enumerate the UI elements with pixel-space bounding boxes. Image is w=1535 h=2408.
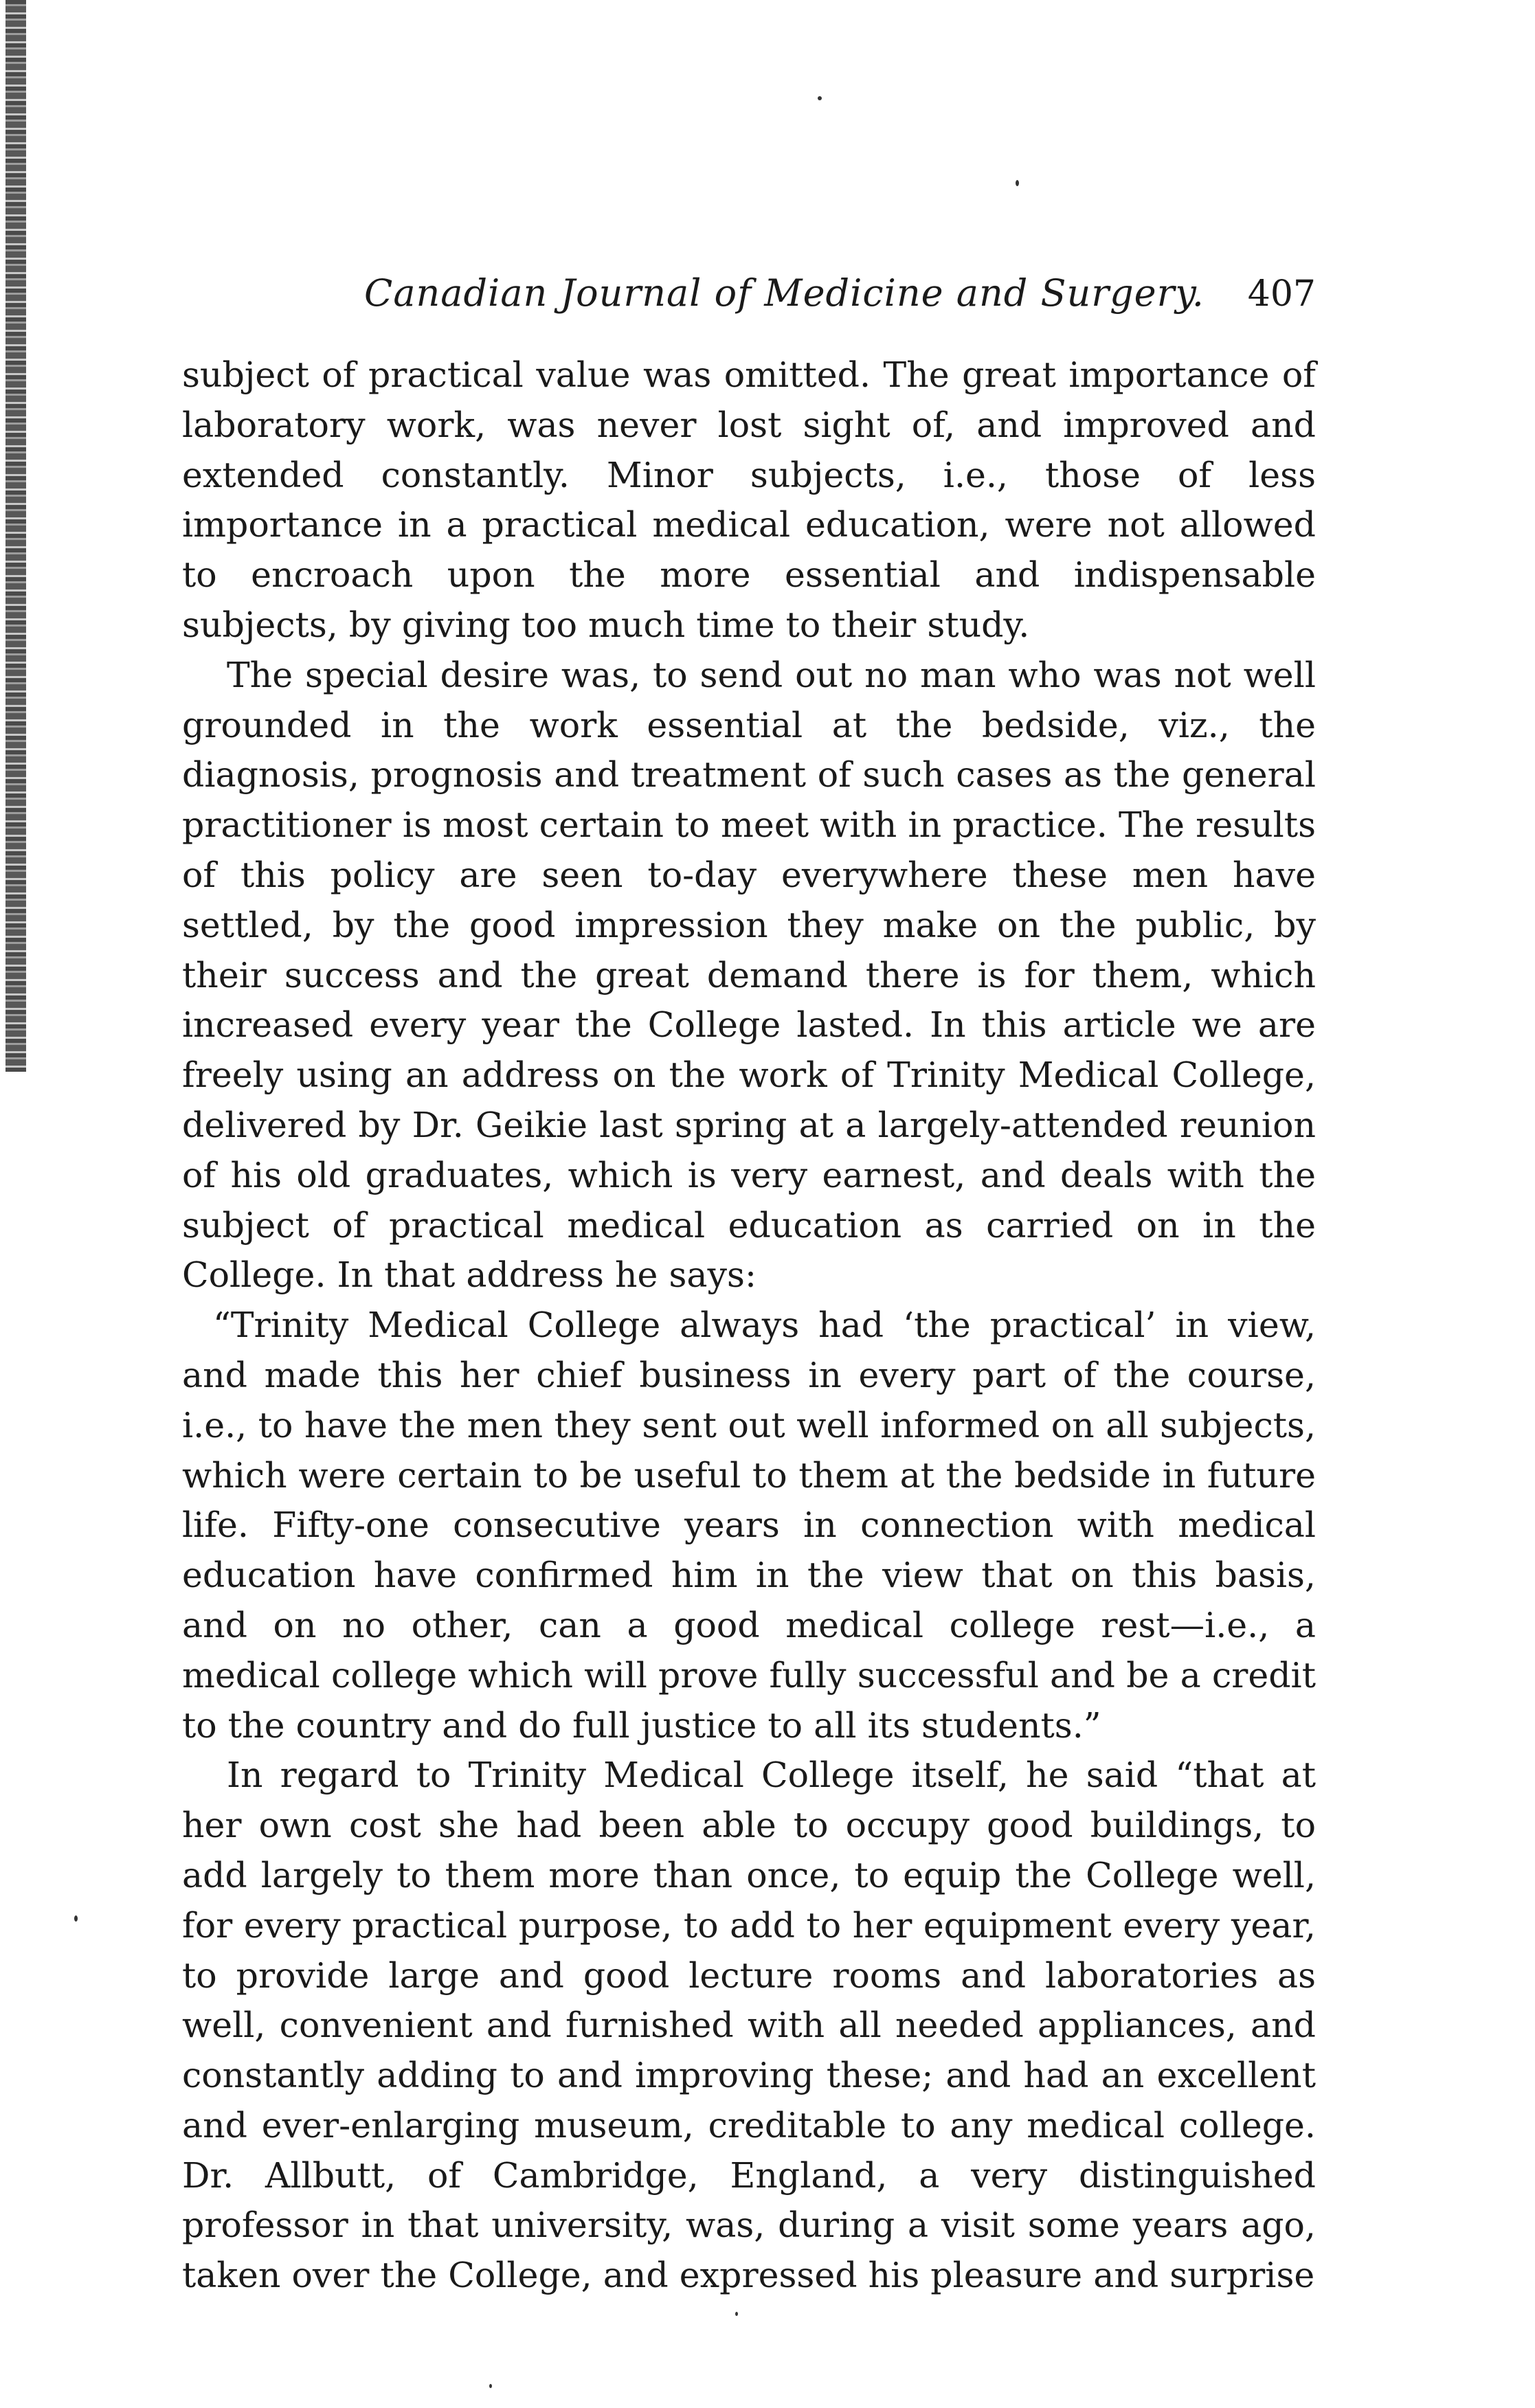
binding-edge (5, 0, 26, 1072)
scan-speck (489, 2384, 492, 2388)
scan-speck (818, 96, 822, 100)
scan-speck (1016, 180, 1019, 186)
paragraph-continued: subject of practical value was omitted. The great importance of laboratory work, was never lost sight of, and improved and extended constantly. Minor subjects, i.e., those of less importance in a practical medical education, were not allowed to encroach upon the more essential and indispensable subjects, by giving too much time to their study. (182, 355, 1316, 645)
paragraph-trinity-college: In regard to Trinity Medical College itself, he said “that at her own cost she had been able to occupy good buildings, to add largely to them more than once, to equip the College well, for every practical purpose, to add to her equipment every year, to provide large and good lecture rooms and laboratories as well, convenient and furnished with all needed appliances, and constantly adding to and improving these; and had an excellent and ever-enlarging museum, creditable to any medical college. Dr. Allbutt, of Cambridge, England, a very distinguished professor in that university, was, during a visit some years ago, taken over the College, and expressed his pleasure and surprise (182, 1755, 1316, 2296)
paragraph-quotation: “Trinity Medical College always had ‘the practical’ in view, and made this her chief business in every part of the course, i.e., to have the men they sent out well informed on all subjects, which were certain to be useful to them at the bedside in future life. Fifty-one consecutive years in connection with medical education have confirmed him in the view that on this basis, and on no other, can a good medical college rest—i.e., a medical college which will prove fully successful and be a credit to the country and do full justice to all its students.” (182, 1305, 1316, 1746)
scan-speck (74, 1915, 78, 1922)
journal-title: Canadian Journal of Medicine and Surgery. (364, 271, 1205, 315)
paragraph-special-desire: The special desire was, to send out no man who was not well grounded in the work essential at the bedside, viz., the diagnosis, prognosis and treatment of such cases as the general practitioner is most certain to meet with in practice. The results of this policy are seen to-day everywhere these men have settled, by the good impression they make on the public, by their success and the great demand there is for them, which increased every year the College lasted. In this article we are freely using an address on the work of Trinity Medical College, delivered by Dr. Geikie last spring at a largely-attended reunion of his old graduates, which is very earnest, and deals with the subject of practical medical education as carried on in the College. In that address he says: (182, 654, 1316, 1296)
page-number: 407 (1247, 273, 1316, 315)
article-body (182, 350, 1316, 2301)
running-header (364, 271, 1316, 315)
scan-speck (735, 2312, 738, 2316)
